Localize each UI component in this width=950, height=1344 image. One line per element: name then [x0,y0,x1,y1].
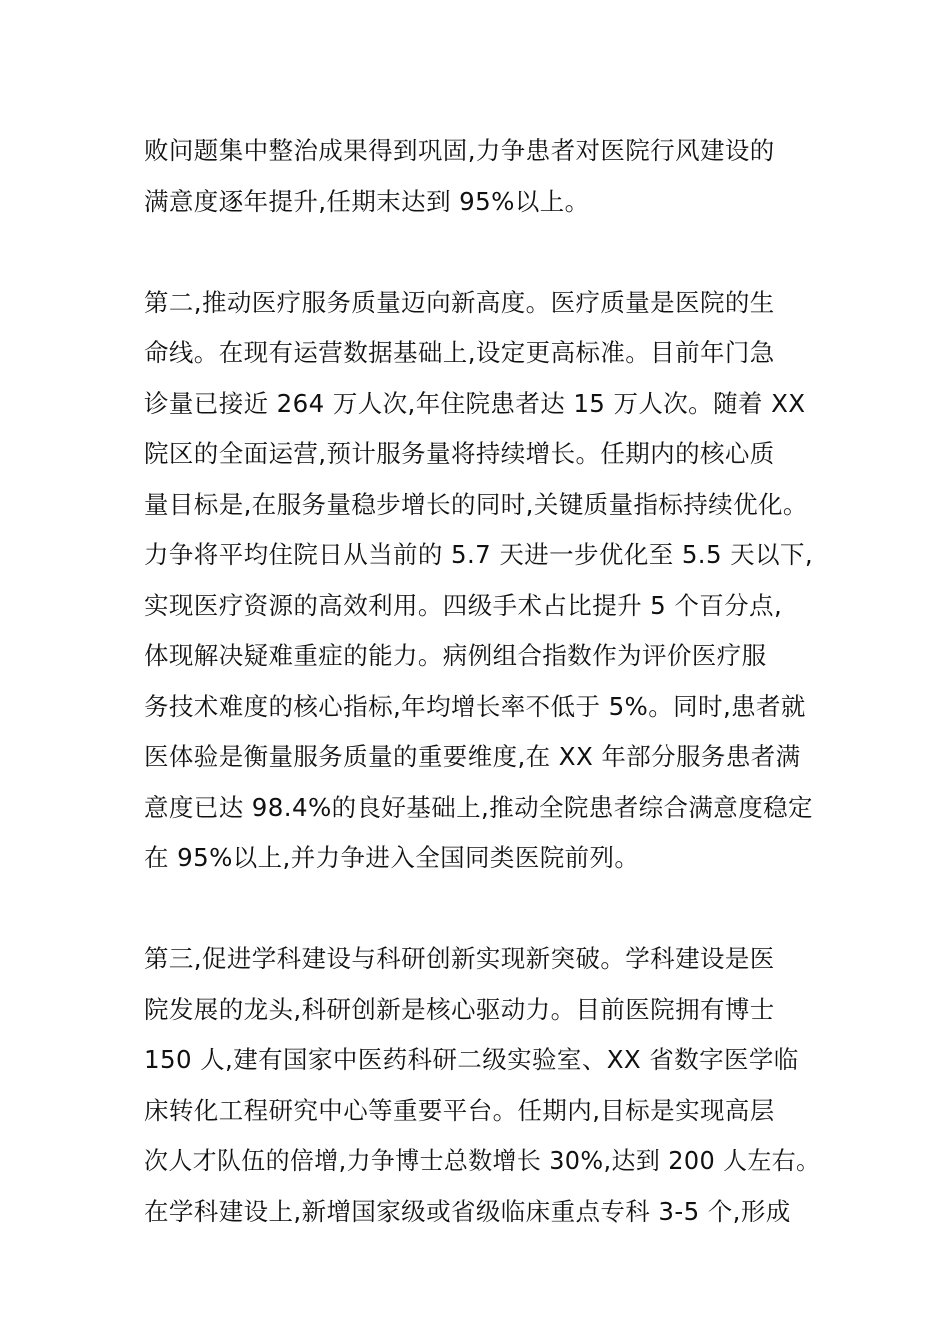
text-line: 第三,促进学科建设与科研创新实现新突破。学科建设是医 [144,944,775,973]
text-line: 在学科建设上,新增国家级或省级临床重点专科 3-5 个,形成 [144,1196,791,1226]
text-line: 在 95%以上,并力争进入全国同类医院前列。 [144,843,640,872]
text-line: 床转化工程研究中心等重要平台。任期内,目标是实现高层 [144,1095,775,1125]
text-line: 实现医疗资源的高效利用。四级手术占比提升 5 个百分点, [144,590,783,620]
text-line: 满意度逐年提升,任期末达到 95%以上。 [144,186,590,216]
text-line: 诊量已接近 264 万人次,年住院患者达 15 万人次。随着 XX [144,388,806,418]
text-line: 败问题集中整治成果得到巩固,力争患者对医院行风建设的 [144,136,775,165]
text-line: 意度已达 98.4%的良好基础上,推动全院患者综合满意度稳定 [144,792,813,822]
text-line: 次人才队伍的倍增,力争博士总数增长 30%,达到 200 人左右。 [144,1146,821,1175]
text-line: 院发展的龙头,科研创新是核心驱动力。目前医院拥有博士 [144,994,775,1024]
text-line: 量目标是,在服务量稳步增长的同时,关键质量指标持续优化。 [144,489,808,519]
document-body [144,126,821,1237]
paragraph-gap [144,884,816,935]
text-line: 院区的全面运营,预计服务量将持续增长。任期内的核心质 [144,439,775,468]
text-line: 力争将平均住院日从当前的 5.7 天进一步优化至 5.5 天以下, [144,540,814,569]
text-line: 医体验是衡量服务质量的重要维度,在 XX 年部分服务患者满 [144,742,801,771]
text-line: 务技术难度的核心指标,年均增长率不低于 5%。同时,患者就 [144,691,806,721]
text-line: 命线。在现有运营数据基础上,设定更高标准。目前年门急 [144,338,775,367]
paragraph-2 [144,278,816,884]
paragraph-gap [144,227,816,278]
text-line: 体现解决疑难重症的能力。病例组合指数作为评价医疗服 [144,641,767,670]
paragraph-3 [144,934,821,1237]
paragraph-1 [144,126,816,227]
text-line: 150 人,建有国家中医药科研二级实验室、XX 省数字医学临 [144,1045,799,1074]
text-line: 第二,推动医疗服务质量迈向新高度。医疗质量是医院的生 [144,287,775,317]
